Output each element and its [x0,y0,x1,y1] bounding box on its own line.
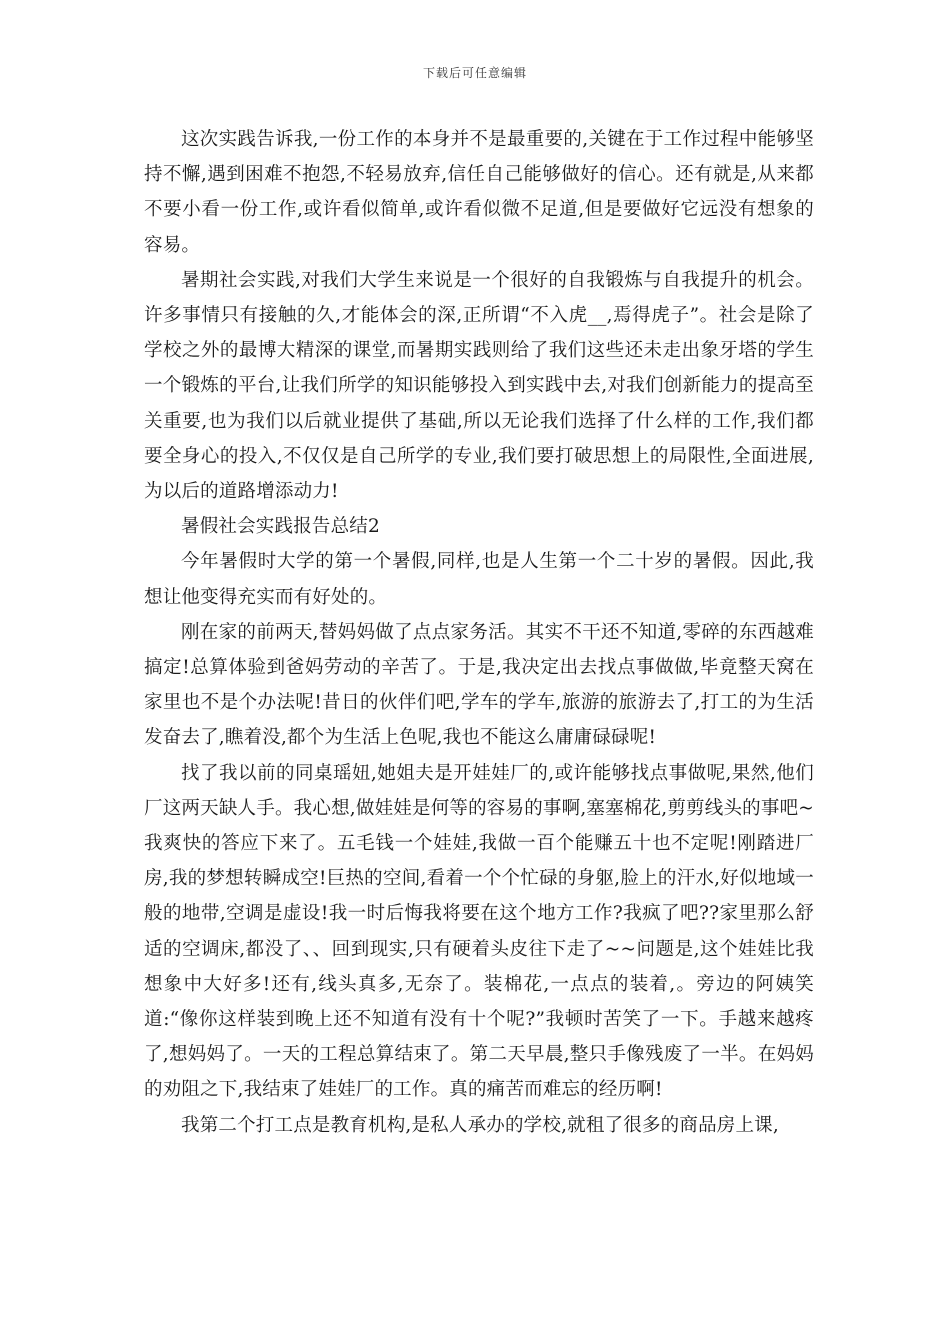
paragraph-5: 找了我以前的同桌瑶妞,她姐夫是开娃娃厂的,或许能够找点事做呢,果然,他们厂这两天缺人手。我心想,做娃娃是何等的容易的事啊,塞塞棉花,剪剪线头的事吧~我爽快的答应下来了。五毛钱一个娃娃,我做一百个能赚五十也不定呢!刚踏进厂房,我的梦想转瞬成空!巨热的空间,看着一个个忙碌的身躯,脸上的汗水,好似地域一般的地带,空调是虚设!我一时后悔我将要在这个地方工作?我疯了吧??家里那么舒适的空调床,都没了、、回到现实,只有硬着头皮往下走了~~问题是,这个娃娃比我想象中大好多!还有,线头真多,无奈了。装棉花,一点点的装着,。旁边的阿姨笑道:“像你这样装到晚上还不知道有没有十个呢?”我顿时苦笑了一下。手越来越疼了,想妈妈了。一天的工程总算结束了。第二天早晨,整只手像残废了一半。在妈妈的劝阻之下,我结束了娃娃厂的工作。真的痛苦而难忘的经历啊! [144,762,814,1101]
document-body [144,122,814,1143]
paragraph-1: 这次实践告诉我,一份工作的本身并不是最重要的,关键在于工作过程中能够坚持不懈,遇到困难不抱怨,不轻易放弃,信任自己能够做好的信心。还有就是,从来都不要小看一份工作,或许看似简单,或许看似微不足道,但是要做好它远没有想象的容易。 [144,129,814,256]
section-heading: 暑假社会实践报告总结2 [181,516,380,538]
paragraph-2: 暑期社会实践,对我们大学生来说是一个很好的自我锻炼与自我提升的机会。许多事情只有接触的久,才能体会的深,正所谓“不入虎__,焉得虎子”。社会是除了学校之外的最博大精深的课堂,而暑期实践则给了我们这些还未走出象牙塔的学生一个锻炼的平台,让我们所学的知识能够投入到实践中去,对我们创新能力的提高至关重要,也为我们以后就业提供了基础,所以无论我们选择了什么样的工作,我们都要全身心的投入,不仅仅是自己所学的专业,我们要打破思想上的局限性,全面进展,为以后的道路增添动力! [144,269,814,503]
paragraph-3: 今年暑假时大学的第一个暑假,同样,也是人生第一个二十岁的暑假。因此,我想让他变得充实而有好处的。 [144,551,814,608]
paragraph-6: 我第二个打工点是教育机构,是私人承办的学校,就租了很多的商品房上课, [181,1114,779,1136]
page-header: 下载后可任意编辑 [422,66,527,80]
paragraph-4: 刚在家的前两天,替妈妈做了点点家务活。其实不干还不知道,零碎的东西越难搞定!总算体验到爸妈劳动的辛苦了。于是,我决定出去找点事做做,毕竟整天窝在家里也不是个办法呢!昔日的伙伴们吧,学车的学车,旅游的旅游去了,打工的为生活发奋去了,瞧着没,都个为生活上色呢,我也不能这么庸庸碌碌呢! [144,621,814,749]
